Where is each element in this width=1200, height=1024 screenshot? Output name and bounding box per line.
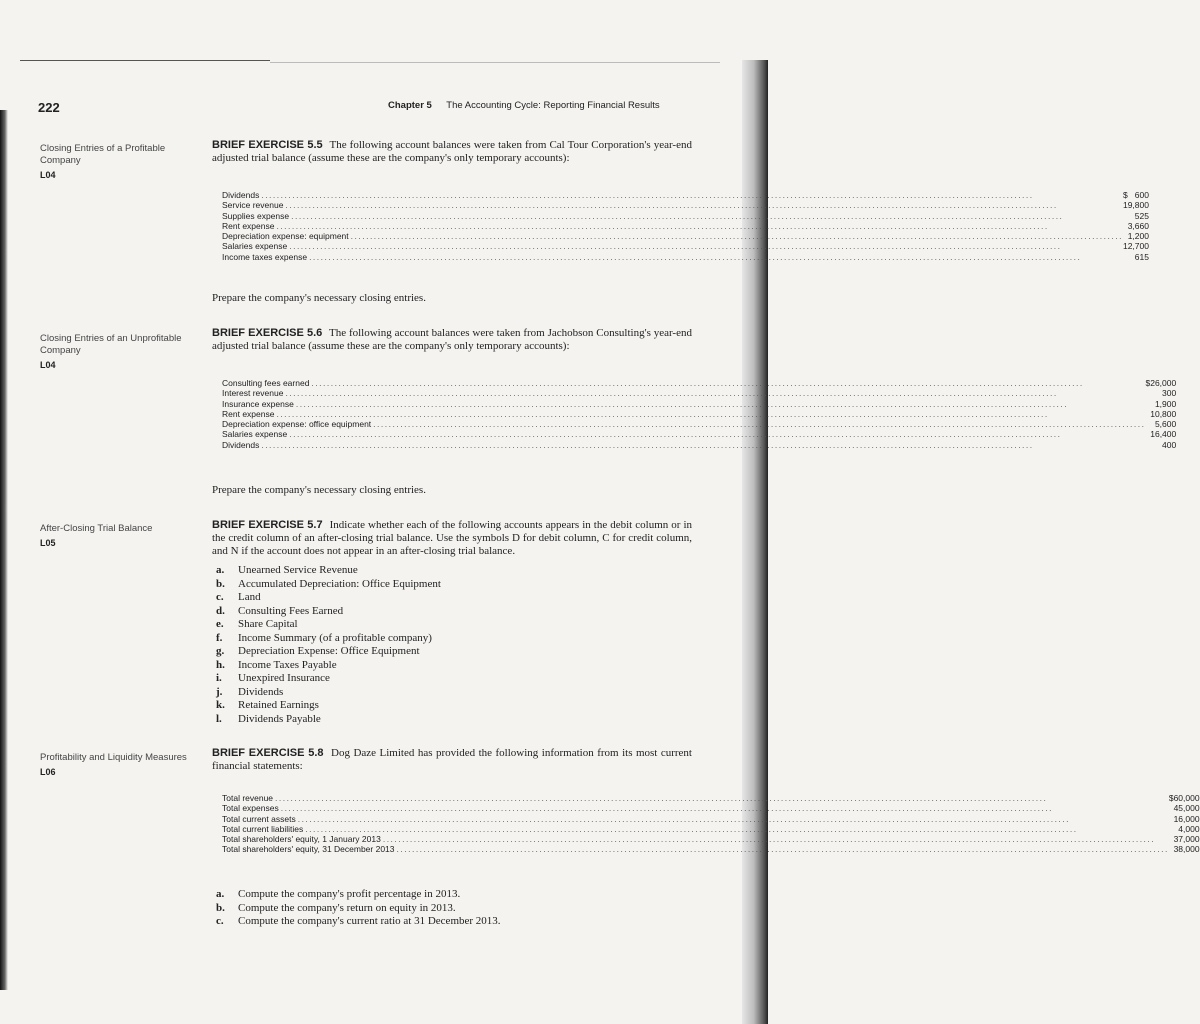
account-row — [222, 429, 1176, 439]
question-list-5-8 — [216, 888, 501, 929]
exercise-5-5-prompt: Prepare the company's necessary closing entries. — [212, 292, 426, 304]
running-header — [388, 100, 660, 111]
page-number: 222 — [38, 100, 60, 115]
account-name: Dividends — [222, 439, 260, 450]
dot-leader: ........................................................................................................................................................................................................ — [275, 793, 1048, 803]
account-row — [222, 241, 1149, 251]
list-item-label: j. — [216, 685, 223, 698]
account-name: Total shareholders' equity, 1 January 2013 — [222, 834, 381, 845]
list-item-label: f. — [216, 631, 223, 644]
list-item-label: i. — [216, 672, 222, 684]
dot-leader: ........................................................................................................................................................................................................ — [305, 823, 1078, 834]
list-item — [216, 591, 441, 605]
account-name: Insurance expense — [222, 398, 294, 409]
account-row — [222, 378, 1176, 388]
list-item-label: b. — [216, 577, 225, 590]
dot-leader: ........................................................................................................................................................................................................ — [311, 378, 1084, 388]
account-row — [222, 252, 1149, 262]
account-amount: 1,200 — [1127, 231, 1149, 242]
dot-leader: ........................................................................................................................................................................................................ — [291, 210, 1064, 221]
account-amount: 4,000 — [1178, 823, 1200, 834]
list-item-label: l. — [216, 712, 222, 725]
account-row — [222, 221, 1149, 231]
dot-leader: ........................................................................................................................................................................................................ — [295, 398, 1069, 409]
list-item-text: Depreciation Expense: Office Equipment — [238, 645, 420, 657]
dot-leader: ........................................................................................................................................................................................................ — [350, 231, 1123, 242]
account-amount: 400 — [1162, 439, 1177, 450]
dot-leader: ........................................................................................................................................................................................................ — [289, 429, 1062, 440]
list-item — [216, 618, 441, 632]
account-name: Total current assets — [222, 813, 296, 824]
account-amount: 3,660 — [1127, 220, 1149, 231]
dot-leader: ........................................................................................................................................................................................................ — [396, 844, 1169, 855]
account-row — [222, 793, 1200, 803]
dot-leader: ........................................................................................................................................................................................................ — [261, 190, 1034, 200]
chapter-label: Chapter 5 — [388, 100, 432, 111]
top-rule — [20, 60, 270, 61]
dot-leader: ........................................................................................................................................................................................................ — [373, 419, 1146, 430]
side-note-title: Closing Entries of an Unprofitable Company — [40, 333, 182, 356]
side-note-title: After-Closing Trial Balance — [40, 523, 153, 534]
list-item — [216, 645, 441, 659]
account-amount: 615 — [1134, 251, 1149, 262]
account-row — [222, 844, 1200, 854]
list-item-text: Consulting Fees Earned — [238, 604, 344, 617]
account-amount: 37,000 — [1173, 834, 1200, 845]
dot-leader: ........................................................................................................................................................................................................ — [289, 241, 1062, 252]
account-amount: 300 — [1162, 388, 1177, 399]
side-note-5-8 — [40, 752, 190, 778]
account-name: Consulting fees earned — [222, 378, 310, 388]
list-item-text: Retained Earnings — [238, 699, 319, 711]
account-list-5-6 — [222, 378, 1176, 450]
list-item-text: Land — [238, 591, 261, 603]
account-row — [222, 399, 1176, 409]
page-edge-shadow-left — [0, 110, 8, 990]
list-item-label: a. — [216, 888, 225, 900]
list-item — [216, 902, 501, 916]
account-name: Salaries expense — [222, 429, 288, 440]
account-name: Depreciation expense: equipment — [222, 231, 349, 242]
exercise-5-6-prompt: Prepare the company's necessary closing entries. — [212, 484, 426, 496]
list-item — [216, 672, 441, 686]
list-item-text: Compute the company's return on equity in 2013. — [238, 901, 456, 914]
account-row — [222, 440, 1176, 450]
account-row — [222, 419, 1176, 429]
account-name: Total expenses — [222, 803, 279, 814]
list-item-label: g. — [216, 645, 225, 657]
list-item-text: Dividends Payable — [238, 712, 321, 725]
exercise-5-5-intro — [212, 139, 692, 165]
account-list-5-5 — [222, 190, 1149, 262]
list-item-text: Income Summary (of a profitable company) — [238, 631, 432, 644]
account-amount: 1,900 — [1154, 398, 1177, 409]
chapter-title: The Accounting Cycle: Reporting Financial Results — [446, 100, 660, 111]
account-row — [222, 211, 1149, 221]
side-note-title: Closing Entries of a Profitable Company — [40, 143, 166, 166]
account-name: Salaries expense — [222, 241, 288, 252]
dot-leader: ........................................................................................................................................................................................................ — [309, 251, 1082, 262]
account-amount: 10,800 — [1150, 408, 1177, 419]
top-rule-light — [270, 62, 720, 63]
learning-objective: L06 — [40, 767, 56, 777]
list-item — [216, 686, 441, 700]
account-amount: 16,000 — [1173, 813, 1200, 824]
exercise-intro: Dog Daze Limited has provided the following information from its most current financial statements: — [212, 747, 692, 772]
account-amount: 12,700 — [1122, 241, 1149, 252]
side-note-5-7 — [40, 523, 190, 549]
list-item — [216, 699, 441, 713]
list-item-label: d. — [216, 604, 225, 617]
account-name: Rent expense — [222, 408, 275, 419]
list-item-text: Dividends — [238, 685, 284, 698]
account-row — [222, 409, 1176, 419]
dot-leader: ........................................................................................................................................................................................................ — [276, 408, 1049, 419]
account-amount: 5,600 — [1154, 419, 1177, 430]
list-item-label: h. — [216, 658, 225, 671]
list-item-label: e. — [216, 618, 224, 630]
account-name: Supplies expense — [222, 210, 290, 221]
exercise-intro: Indicate whether each of the following accounts appears in the debit column or in the credit column of an after-closing trial balance. Use the symbols D for debit column, C for credit column, and N if the account does not appear in an after-closing trial balance. — [212, 519, 693, 557]
account-name: Interest revenue — [222, 388, 284, 399]
list-item-label: a. — [216, 564, 225, 576]
dot-leader: ........................................................................................................................................................................................................ — [280, 803, 1054, 814]
account-amount: 19,800 — [1122, 200, 1149, 211]
dot-leader: ........................................................................................................................................................................................................ — [297, 813, 1071, 824]
side-note-5-6 — [40, 333, 190, 371]
account-amount: 525 — [1134, 210, 1149, 221]
list-item-text: Income Taxes Payable — [238, 658, 337, 671]
list-item-label: c. — [216, 915, 224, 927]
exercise-title: BRIEF EXERCISE 5.6 — [212, 327, 323, 339]
account-row — [222, 824, 1200, 834]
list-item-text: Compute the company's current ratio at 31 December 2013. — [238, 915, 501, 927]
list-item-label: c. — [216, 591, 224, 603]
account-name: Income taxes expense — [222, 251, 308, 262]
account-row — [222, 803, 1200, 813]
account-row — [222, 231, 1149, 241]
list-item-text: Compute the company's profit percentage in 2013. — [238, 888, 461, 900]
learning-objective: L04 — [40, 170, 56, 180]
list-item — [216, 659, 441, 673]
account-amount: 16,400 — [1150, 429, 1177, 440]
account-name: Total shareholders' equity, 31 December 2013 — [222, 844, 395, 855]
dot-leader: ........................................................................................................................................................................................................ — [276, 220, 1049, 231]
list-item — [216, 578, 441, 592]
account-amount: $60,000 — [1168, 793, 1200, 803]
account-items-5-7 — [216, 564, 441, 726]
learning-objective: L04 — [40, 360, 56, 370]
account-row — [222, 388, 1176, 398]
list-item — [216, 605, 441, 619]
exercise-5-6-intro — [212, 327, 692, 353]
account-row — [222, 200, 1149, 210]
dot-leader: ........................................................................................................................................................................................................ — [261, 439, 1034, 450]
exercise-title: BRIEF EXERCISE 5.5 — [212, 139, 323, 151]
list-item — [216, 713, 441, 727]
account-amount: 38,000 — [1173, 844, 1200, 855]
account-amount: 45,000 — [1173, 803, 1200, 814]
list-item-label: b. — [216, 901, 225, 914]
account-amount: $26,000 — [1145, 378, 1177, 388]
exercise-5-8-intro — [212, 747, 692, 773]
dot-leader: ........................................................................................................................................................................................................ — [285, 388, 1058, 399]
list-item-text: Unearned Service Revenue — [238, 564, 358, 576]
account-row — [222, 814, 1200, 824]
account-row — [222, 834, 1200, 844]
account-name: Depreciation expense: office equipment — [222, 419, 372, 430]
account-name: Dividends — [222, 190, 260, 200]
list-item-text: Accumulated Depreciation: Office Equipment — [238, 577, 441, 590]
list-item-text: Share Capital — [238, 618, 298, 630]
account-name: Total revenue — [222, 793, 274, 803]
list-item — [216, 632, 441, 646]
list-item-label: k. — [216, 699, 225, 711]
list-item — [216, 915, 501, 929]
account-name: Total current liabilities — [222, 823, 304, 834]
account-row — [222, 190, 1149, 200]
exercise-5-7-intro — [212, 519, 692, 558]
list-item — [216, 888, 501, 902]
account-name: Rent expense — [222, 220, 275, 231]
dot-leader: ........................................................................................................................................................................................................ — [285, 200, 1058, 211]
side-note-5-5 — [40, 143, 190, 181]
list-item-text: Unexpired Insurance — [238, 672, 330, 684]
learning-objective: L05 — [40, 538, 56, 548]
exercise-title: BRIEF EXERCISE 5.7 — [212, 519, 323, 531]
exercise-intro: The following account balances were taken from Jachobson Consulting's year-end adjusted trial balance (assume these are the company's only temporary accounts): — [212, 327, 692, 352]
dot-leader: ........................................................................................................................................................................................................ — [382, 834, 1156, 845]
account-list-5-8 — [222, 793, 1200, 855]
account-amount: $ 600 — [1122, 190, 1149, 200]
exercise-title: BRIEF EXERCISE 5.8 — [212, 747, 324, 759]
list-item — [216, 564, 441, 578]
exercise-intro: The following account balances were taken from Cal Tour Corporation's year-end adjusted trial balance (assume these are the company's only temporary accounts): — [212, 139, 692, 164]
side-note-title: Profitability and Liquidity Measures — [40, 752, 187, 763]
account-name: Service revenue — [222, 200, 284, 211]
